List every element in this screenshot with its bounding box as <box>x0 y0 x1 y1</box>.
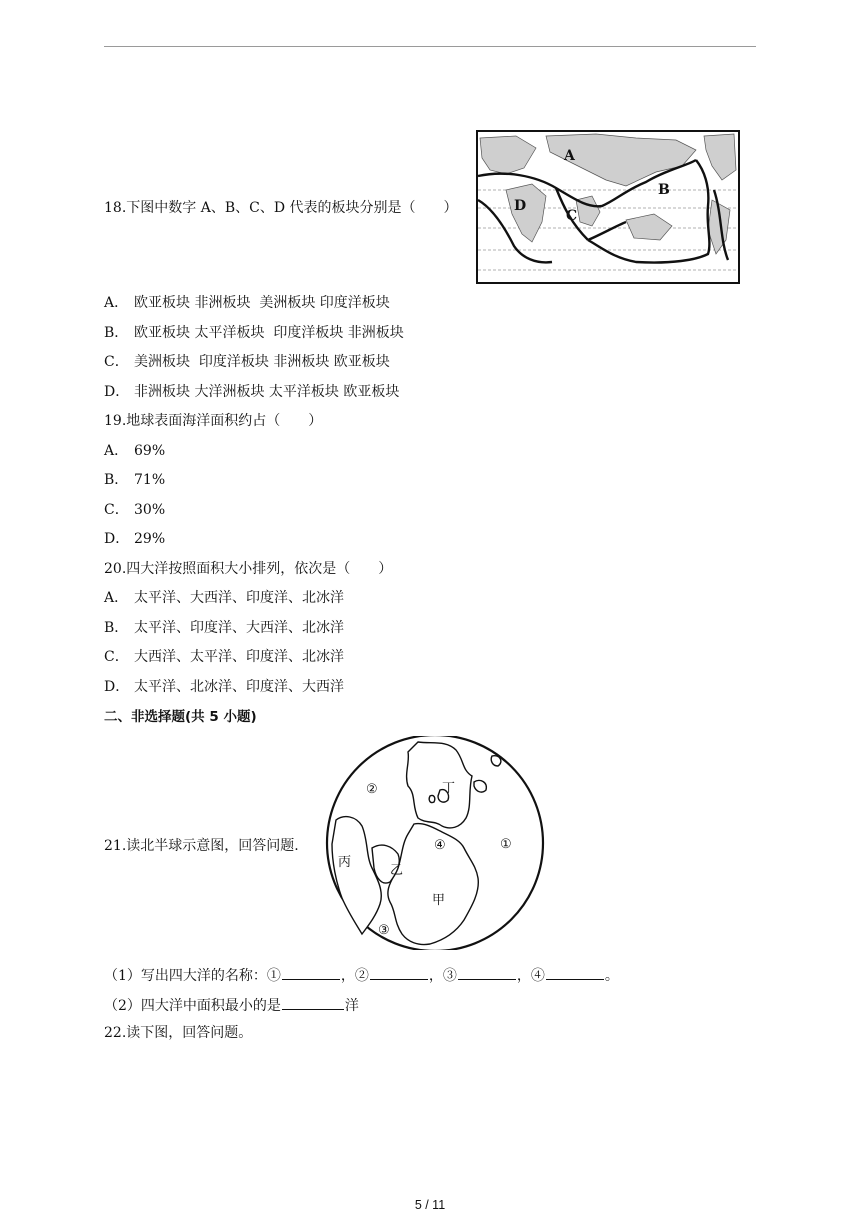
map2-label-4: ④ <box>434 838 446 853</box>
map-label-c: C <box>566 208 578 224</box>
q18-stem: 18.下图中数字 A、B、C、D 代表的板块分别是（ ） <box>104 200 458 216</box>
map-label-b: B <box>658 182 670 198</box>
q21-sub1: （1）写出四大洋的名称：① ，② ，③ ，④ 。 <box>104 965 619 986</box>
blank-1[interactable] <box>282 965 340 980</box>
q19-stem: 19.地球表面海洋面积约占（ ） <box>104 413 323 429</box>
q18-option-b: B． 欧亚板块 太平洋板块 印度洋板块 非洲板块 <box>104 325 404 341</box>
map2-label-2: ② <box>366 782 378 797</box>
map2-label-3: ③ <box>378 923 390 938</box>
map2-label-yi: 乙 <box>390 863 404 878</box>
header-rule <box>104 46 756 47</box>
q19-option-d: D． 29% <box>104 531 166 547</box>
q20-option-d: D． 太平洋、北冰洋、印度洋、大西洋 <box>104 679 344 695</box>
blank-5[interactable] <box>282 995 344 1010</box>
northern-hemisphere-map <box>322 736 548 950</box>
section-heading: 二、非选择题(共 5 小题) <box>104 709 257 725</box>
blank-2[interactable] <box>370 965 428 980</box>
q21-sub2: （2）四大洋中面积最小的是 洋 <box>104 995 359 1016</box>
q20-option-c: C． 大西洋、太平洋、印度洋、北冰洋 <box>104 649 344 665</box>
map2-label-ding: 丁 <box>442 781 456 796</box>
map2-label-jia: 甲 <box>432 893 446 908</box>
q19-option-b: B． 71% <box>104 472 166 488</box>
q20-option-b: B． 太平洋、印度洋、大西洋、北冰洋 <box>104 620 344 636</box>
q18-option-a: A． 欧亚板块 非洲板块 美洲板块 印度洋板块 <box>104 295 390 311</box>
map2-label-1: ① <box>500 837 512 852</box>
q22-stem: 22.读下图，回答问题。 <box>104 1025 253 1041</box>
plate-map <box>476 130 740 284</box>
map-label-a: A <box>564 148 575 164</box>
q18-option-c: C． 美洲板块 印度洋板块 非洲板块 欧亚板块 <box>104 354 390 370</box>
blank-4[interactable] <box>546 965 604 980</box>
q19-option-c: C． 30% <box>104 502 166 518</box>
q20-option-a: A． 太平洋、大西洋、印度洋、北冰洋 <box>104 590 344 606</box>
page-number: 5 / 11 <box>414 1198 446 1212</box>
q21-stem: 21.读北半球示意图，回答问题. <box>104 838 299 854</box>
map-label-d: D <box>514 198 527 214</box>
q19-option-a: A． 69% <box>104 443 166 459</box>
map2-label-bing: 丙 <box>338 855 352 870</box>
q20-stem: 20.四大洋按照面积大小排列，依次是（ ） <box>104 561 393 577</box>
q18-option-d: D． 非洲板块 大洋洲板块 太平洋板块 欧亚板块 <box>104 384 400 400</box>
blank-3[interactable] <box>458 965 516 980</box>
